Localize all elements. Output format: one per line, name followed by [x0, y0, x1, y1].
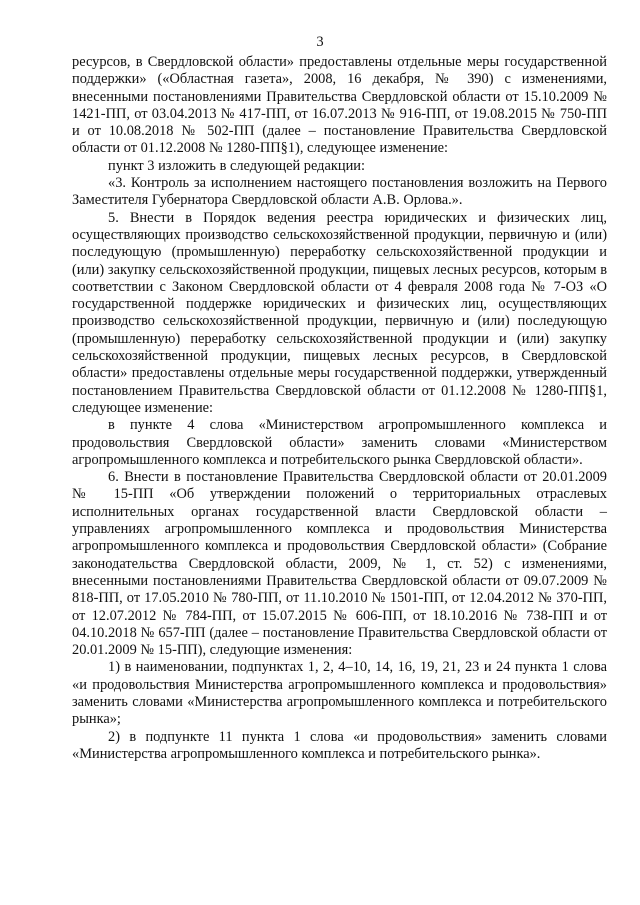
- paragraph-item-3-text: «3. Контроль за исполнением настоящего постановления возложить на Первого Заместителя Губернатора Свердловской области А.В. Орлова.».: [72, 175, 607, 209]
- paragraph-section-5: 5. Внести в Порядок ведения реестра юридических и физических лиц, осуществляющих производство сельскохозяйственной продукции, первичную и (или) последующую (промышленную) переработку сельскохозяйственной продукции и (или) закупку сельскохозяйственной продукции, пищевых лесных ресурсов, которым в соответствии с Законом Свердловской области от 4 февраля 2008 года № 7-ОЗ «О государственной поддержке юридических и физических лиц, осуществляющих производство сельскохозяйственной продукции, первичную и (или) последующую (промышленную) переработку сельскохозяйственной продукции и (или) закупку сельскохозяйственной продукции, пищевых лесных ресурсов, в Свердловской области» предоставлены отдельные меры государственной поддержки, утвержденный постановлением Правительства Свердловской области от 01.12.2008 № 1280-ПП§1, следующее изменение:: [72, 209, 607, 416]
- paragraph-item-3-intro: пункт 3 изложить в следующей редакции:: [108, 157, 365, 174]
- document-body: [72, 54, 607, 763]
- paragraph-section-6: 6. Внести в постановление Правительства Свердловской области от 20.01.2009 № 15-ПП «Об утверждении положений о территориальных отраслевых исполнительных органах государственной власти Свердловской области – управлениях агропромышленного комплекса и продовольствия Министерства агропромышленного комплекса и продовольствия Свердловской области» (Собрание законодательства Свердловской области, 2009, № 1, ст. 52) с изменениями, внесенными постановлениями Правительства Свердловской области от 09.07.2009 № 818-ПП, от 17.05.2010 № 780-ПП, от 11.10.2010 № 1501-ПП, от 12.04.2012 № 370-ПП, от 12.07.2012 № 784-ПП, от 15.07.2015 № 606-ПП, от 18.10.2016 № 738-ПП и от 04.10.2018 № 657-ПП (далее – постановление Правительства Свердловской области от 20.01.2009 № 15-ПП), следующие изменения:: [72, 469, 607, 659]
- paragraph-section-6-item-2: 2) в подпункте 11 пункта 1 слова «и продовольствия» заменить словами «Министерства агропромышленного комплекса и потребительского рынка».: [72, 728, 607, 762]
- paragraph-section-6-item-1: 1) в наименовании, подпунктах 1, 2, 4–10, 14, 16, 19, 21, 23 и 24 пункта 1 слова «и продовольствия Министерства агропромышленного комплекса и продовольствия» заменить словами «Министерства агропромышленного комплекса и потребительского рынка»;: [72, 659, 607, 728]
- paragraph-section-5-change: в пункте 4 слова «Министерством агропромышленного комплекса и продовольствия Свердловской области» заменить словами «Министерством агропромышленного комплекса и потребительского рынка Свердловской области».: [72, 417, 607, 468]
- paragraph-continuation: ресурсов, в Свердловской области» предоставлены отдельные меры государственной поддержки» («Областная газета», 2008, 16 декабря, № 390) с изменениями, внесенными постановлениями Правительства Свердловской области от 15.10.2009 № 1421-ПП, от 03.04.2013 № 417-ПП, от 16.07.2013 № 916-ПП, от 19.08.2015 № 750-ПП и от 10.08.2018 № 502-ПП (далее – постановление Правительства Свердловской области от 01.12.2008 № 1280-ПП§1), следующее изменение:: [72, 54, 607, 157]
- page-number: 3: [316, 34, 324, 50]
